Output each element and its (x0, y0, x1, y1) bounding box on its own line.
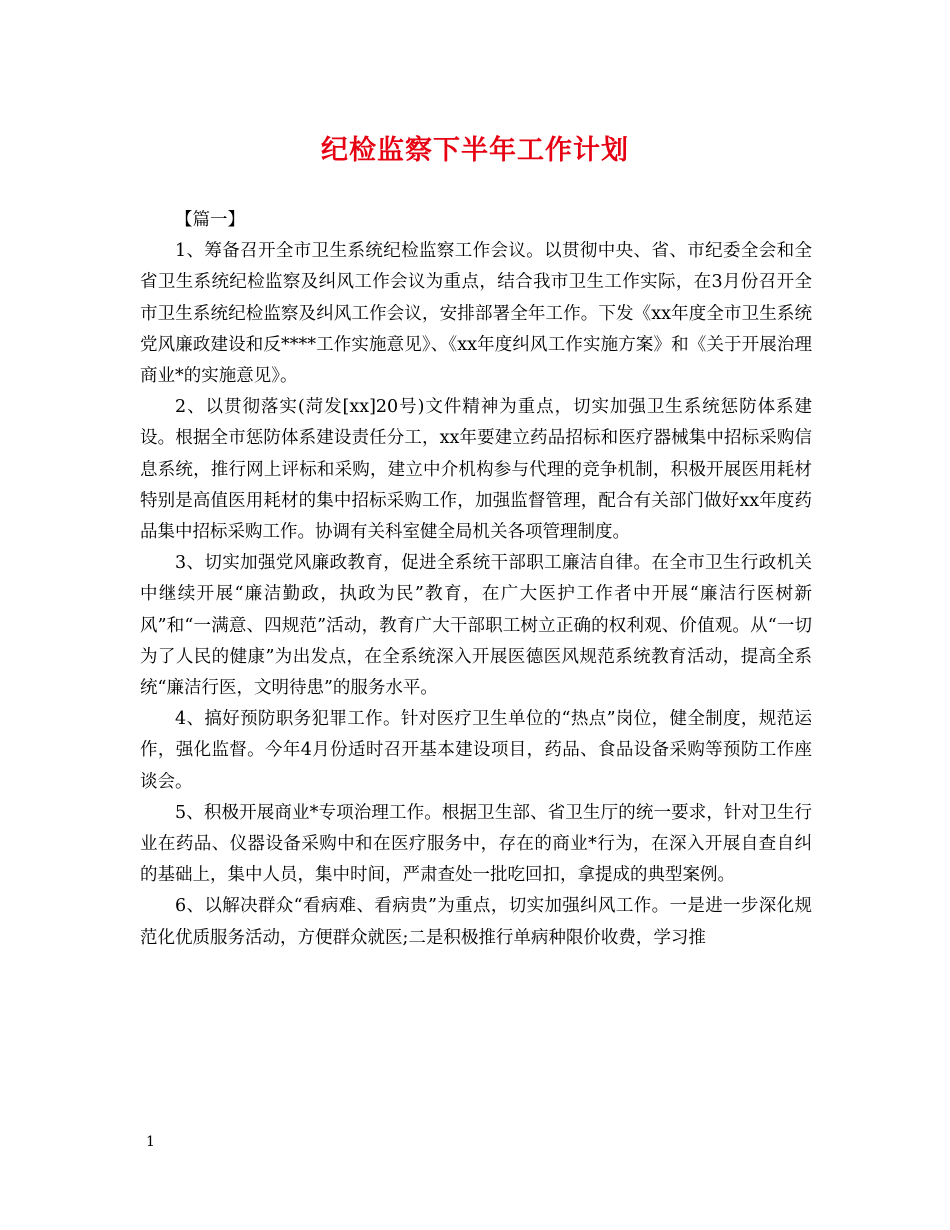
section-label: 【篇一】 (175, 210, 245, 230)
document-body (140, 205, 812, 954)
paragraph-3: 3、切实加强党风廉政教育，促进全系统干部职工廉洁自律。在全市卫生行政机关中继续开展“廉洁勤政，执政为民”教育，在广大医护工作者中开展“廉洁行医树新风”和“一满意、四规范”活动，教育广大干部职工树立正确的权利观、价值观。从“一切为了人民的健康”为出发点，在全系统深入开展医德医风规范系统教育活动，提高全系统“廉洁行医，文明待患”的服务水平。 (140, 553, 812, 699)
document-title: 纪检监察下半年工作计划 (321, 135, 629, 166)
paragraph-6: 6、以解决群众“看病难、看病贵”为重点，切实加强纠风工作。一是进一步深化规范化优质服务活动，方便群众就医;二是积极推行单病种限价收费，学习推 (140, 896, 812, 948)
page-number: 1 (146, 1134, 155, 1150)
paragraph-2: 2、以贯彻落实(菏发[xx]20号)文件精神为重点，切实加强卫生系统惩防体系建设。根据全市惩防体系建设责任分工，xx年要建立药品招标和医疗器械集中招标采购信息系统，推行网上评标和采购，建立中介机构参与代理的竞争机制，积极开展医用耗材特别是高值医用耗材的集中招标采购工作，加强监督管理，配合有关部门做好xx年度药品集中招标采购工作。协调有关科室健全局机关各项管理制度。 (140, 397, 812, 543)
paragraph-1: 1、筹备召开全市卫生系统纪检监察工作会议。以贯彻中央、省、市纪委全会和全省卫生系统纪检监察及纠风工作会议为重点，结合我市卫生工作实际，在3月份召开全市卫生系统纪检监察及纠风工作会议，安排部署全年工作。下发《xx年度全市卫生系统党风廉政建设和反****工作实施意见》、《xx年度纠风工作实施方案》和《关于开展治理商业*的实施意见》。 (140, 241, 812, 387)
paragraph-4: 4、搞好预防职务犯罪工作。针对医疗卫生单位的“热点”岗位，健全制度，规范运作，强化监督。今年4月份适时召开基本建设项目，药品、食品设备采购等预防工作座谈会。 (140, 709, 812, 792)
paragraph-5: 5、积极开展商业*专项治理工作。根据卫生部、省卫生厅的统一要求，针对卫生行业在药品、仪器设备采购中和在医疗服务中，存在的商业*行为，在深入开展自查自纠的基础上，集中人员，集中时间，严肃查处一批吃回扣，拿提成的典型案例。 (140, 802, 812, 886)
